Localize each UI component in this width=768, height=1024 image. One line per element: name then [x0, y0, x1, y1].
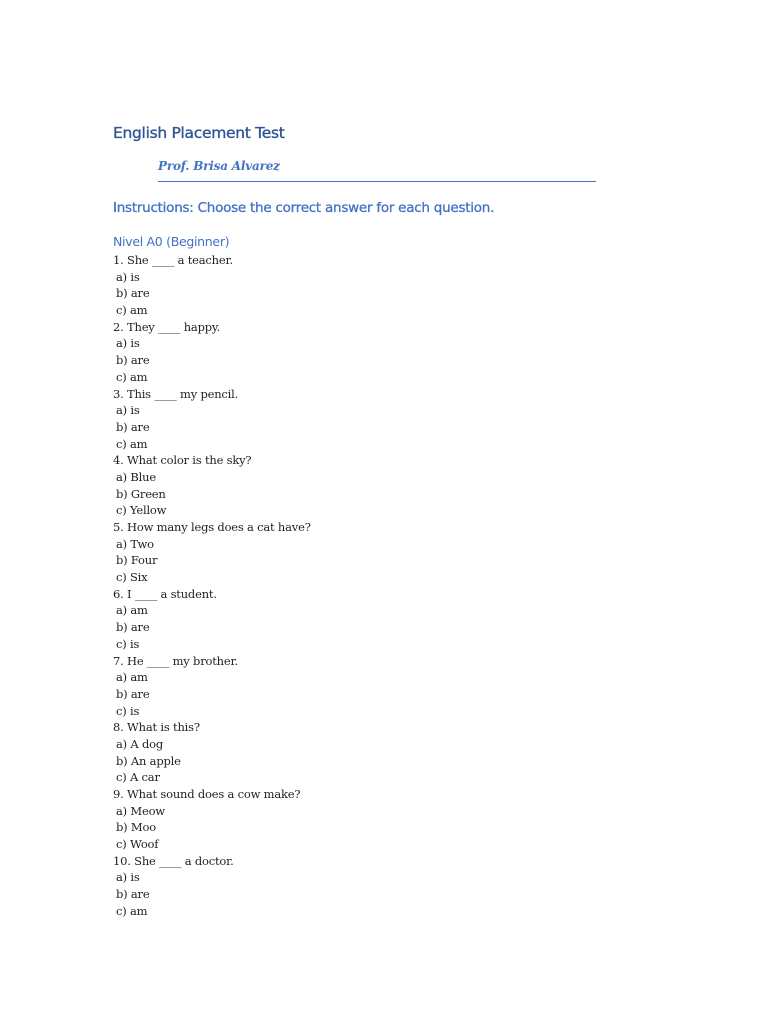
answer-option: c) am: [116, 303, 148, 318]
question-item: [113, 719, 311, 786]
answer-option: b) are: [116, 353, 150, 368]
answer-option: a) is: [116, 269, 140, 284]
answer-option: c) Woof: [116, 837, 159, 852]
author-name: Prof. Brisa Alvarez: [158, 159, 280, 173]
question-item: [113, 319, 311, 386]
answer-option: b) Four: [116, 553, 158, 568]
instructions-heading: Instructions: Choose the correct answer for each question.: [113, 200, 495, 216]
question-text: 4. What color is the sky?: [113, 453, 252, 468]
question-text: 7. He ____ my brother.: [113, 653, 238, 668]
document-title: English Placement Test: [113, 124, 285, 142]
question-item: [113, 252, 311, 319]
question-text: 10. She ____ a doctor.: [113, 853, 234, 868]
answer-option: b) An apple: [116, 753, 181, 768]
question-list: [113, 252, 311, 920]
question-item: [113, 519, 311, 586]
answer-option: a) is: [116, 403, 140, 418]
answer-option: b) are: [116, 286, 150, 301]
answer-option: b) Moo: [116, 820, 156, 835]
answer-option: a) is: [116, 336, 140, 351]
question-item: [113, 853, 311, 920]
answer-option: a) Blue: [116, 469, 156, 484]
answer-option: a) am: [116, 670, 148, 685]
answer-option: c) is: [116, 636, 140, 651]
answer-option: c) am: [116, 369, 148, 384]
question-text: 3. This ____ my pencil.: [113, 386, 239, 401]
answer-option: b) are: [116, 887, 150, 902]
answer-option: b) are: [116, 620, 150, 635]
question-item: [113, 653, 311, 720]
question-item: [113, 452, 311, 519]
question-item: [113, 386, 311, 453]
answer-option: c) is: [116, 703, 140, 718]
level-heading: Nivel A0 (Beginner): [113, 234, 230, 249]
answer-option: c) am: [116, 436, 148, 451]
answer-option: a) is: [116, 870, 140, 885]
answer-option: a) am: [116, 603, 148, 618]
answer-option: c) am: [116, 903, 148, 918]
author-divider: [158, 181, 596, 182]
answer-option: a) Meow: [116, 803, 165, 818]
question-text: 1. She ____ a teacher.: [113, 253, 233, 267]
question-text: 9. What sound does a cow make?: [113, 787, 301, 801]
question-text: 2. They ____ happy.: [113, 319, 221, 334]
answer-option: b) Green: [116, 486, 166, 501]
answer-option: c) Yellow: [116, 503, 167, 518]
answer-option: c) Six: [116, 570, 148, 585]
answer-option: b) are: [116, 419, 150, 434]
question-item: [113, 786, 311, 853]
question-text: 6. I ____ a student.: [113, 586, 217, 601]
question-item: [113, 586, 311, 653]
answer-option: b) are: [116, 686, 150, 701]
question-text: 5. How many legs does a cat have?: [113, 520, 311, 534]
question-text: 8. What is this?: [113, 720, 200, 735]
answer-option: a) Two: [116, 536, 154, 551]
answer-option: a) A dog: [116, 736, 164, 751]
answer-option: c) A car: [116, 770, 160, 785]
